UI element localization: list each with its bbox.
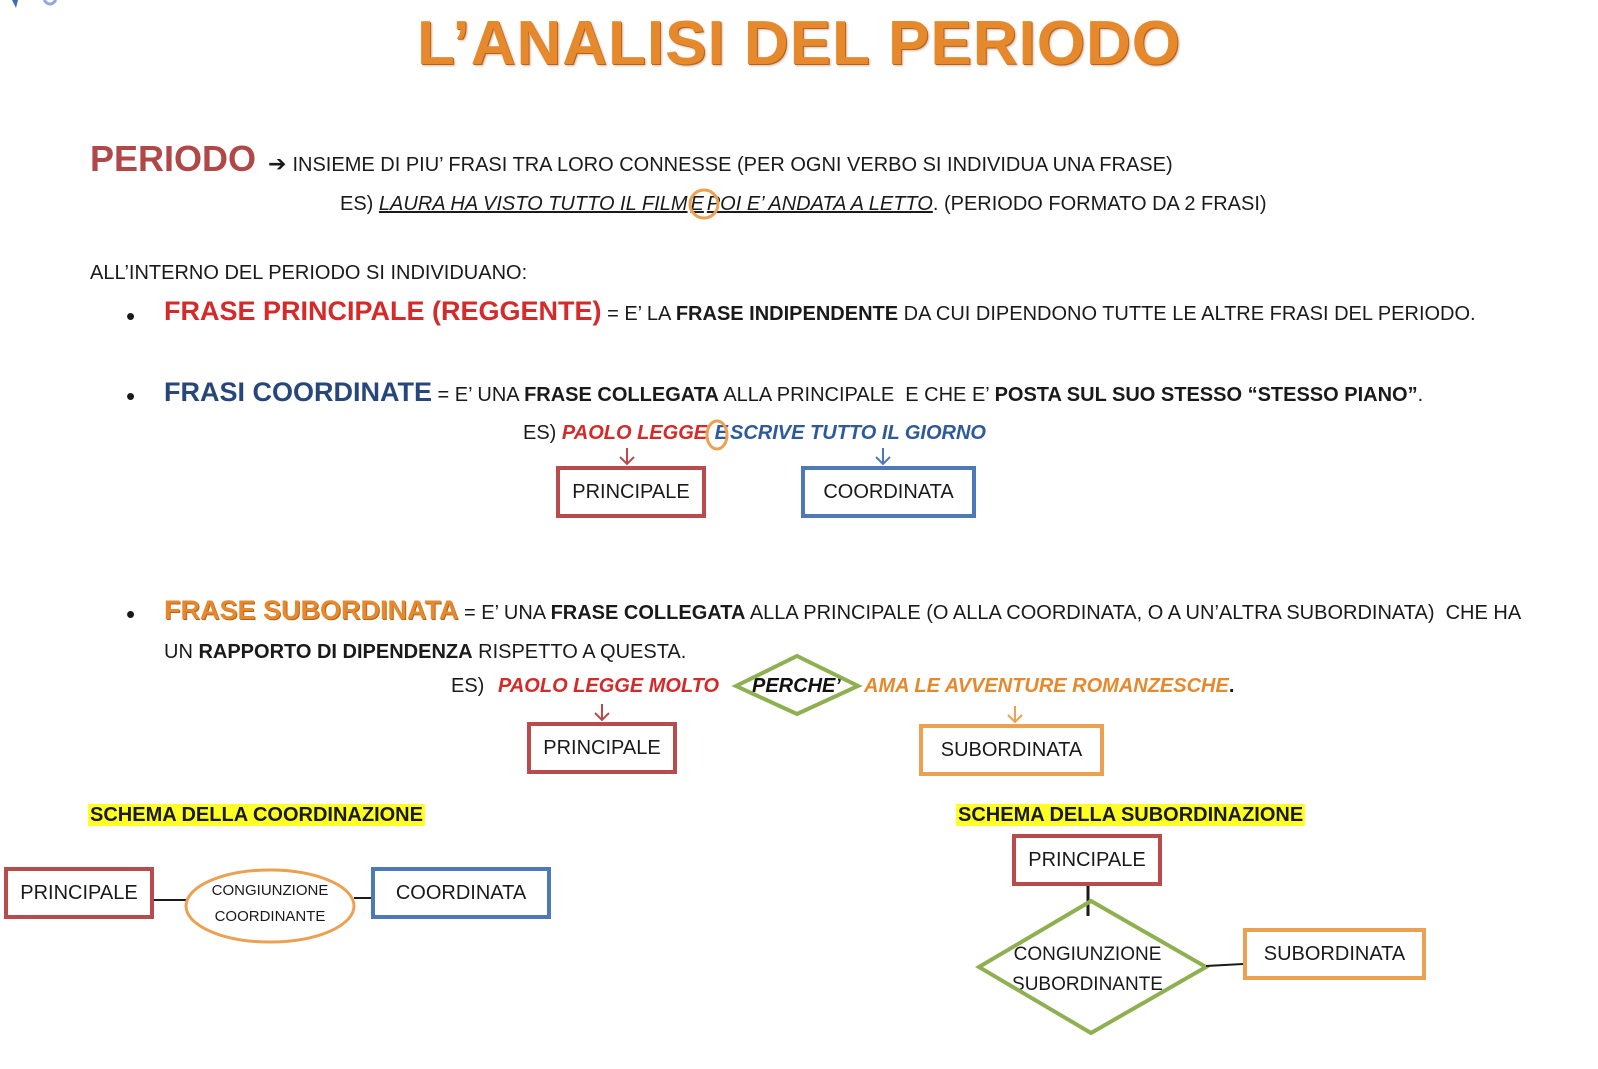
example-conjunction: PERCHE’ — [752, 675, 841, 697]
connector-line — [1206, 964, 1243, 966]
subordinata-text-2: ALLA PRINCIPALE (O ALLA COORDINATA, O A UN’ALTRA SUBORDINATA) CHE HA — [745, 602, 1522, 624]
page-title: L’ANALISI DEL PERIODO — [417, 9, 1181, 78]
bullet-icon: • — [126, 381, 136, 411]
periodo-definition-line — [90, 138, 1173, 180]
coordinate-text-2: ALLA PRINCIPALE E CHE E’ — [718, 384, 995, 406]
arrow-down-icon — [620, 448, 634, 464]
conj-coord-line2: COORDINANTE — [214, 908, 326, 925]
periodo-example — [340, 193, 1267, 216]
principale-box: PRINCIPALE — [527, 722, 677, 774]
principale-box: PRINCIPALE — [556, 466, 706, 518]
bullet-icon: • — [126, 301, 136, 331]
coordinate-text-1: = E’ UNA — [432, 384, 525, 406]
coordinate-example — [523, 422, 986, 445]
arrow-right-icon: ➔ — [268, 151, 287, 176]
example-note: . (PERIODO FORMATO DA 2 FRASI) — [932, 193, 1267, 215]
coordinate-text-3: . — [1417, 384, 1424, 406]
example-sentence-part1: LAURA HA VISTO TUTTO IL FILM — [378, 193, 688, 215]
example-coordinate-clause: SCRIVE TUTTO IL GIORNO — [730, 422, 986, 444]
example-principal-clause: PAOLO LEGGE MOLTO — [498, 675, 720, 697]
principale-term: FRASE PRINCIPALE (REGGENTE) — [164, 296, 602, 326]
subordinata-term: FRASE SUBORDINATA — [164, 595, 459, 625]
subordinata-example-prefix: ES) — [451, 675, 485, 697]
subordinata-text-1: = E’ UNA — [458, 602, 551, 624]
periodo-term: PERIODO — [90, 138, 257, 179]
schema-subordinazione-heading — [956, 804, 1305, 827]
subordinata-box: SUBORDINATA — [919, 724, 1104, 776]
schema-conj-coord-text — [186, 878, 354, 930]
example-subordinate-clause-line — [864, 675, 1234, 698]
principale-text-2: DA CUI DIPENDONO TUTTE LE ALTRE FRASI DEL PERIODO. — [898, 303, 1476, 325]
coordinate-bold-2: POSTA SUL SUO STESSO “STESSO PIANO” — [994, 384, 1418, 406]
example-prefix: ES) — [340, 193, 374, 215]
example-subordinate-clause: AMA LE AVVENTURE ROMANZESCHE — [864, 675, 1229, 697]
conj-coord-line1: CONGIUNZIONE — [211, 882, 329, 899]
schema-conj-sub-text — [1000, 940, 1175, 1000]
conj-sub-line1: CONGIUNZIONE — [1013, 944, 1162, 965]
intro-text: ALL’INTERNO DEL PERIODO SI INDIVIDUANO: — [90, 262, 528, 284]
principale-text-1: = E’ LA — [601, 303, 676, 325]
schema-subordinata-box: SUBORDINATA — [1243, 928, 1426, 980]
subordinata-definition-line2 — [164, 641, 686, 664]
example-end-punct: . — [1228, 675, 1235, 697]
conj-sub-line2: SUBORDINANTE — [1012, 974, 1163, 995]
coordinate-term: FRASI COORDINATE — [164, 377, 432, 407]
subordinata-bold-1: FRASE COLLEGATA — [550, 602, 746, 624]
example-principal-clause: PAOLO LEGGE — [561, 422, 708, 444]
schema-coordinazione-title: SCHEMA DELLA COORDINAZIONE — [90, 804, 423, 826]
coordinate-bold-1: FRASE COLLEGATA — [524, 384, 719, 406]
example-prefix: ES) — [523, 422, 557, 444]
bullet-icon: • — [126, 599, 136, 629]
example-conjunction: E — [690, 193, 704, 215]
schema-subordinazione-title: SCHEMA DELLA SUBORDINAZIONE — [958, 804, 1304, 826]
subordinata-text-4: RISPETTO A QUESTA. — [472, 641, 687, 663]
principale-bold-1: FRASE INDIPENDENTE — [675, 303, 899, 325]
example-sentence-part2: POI E’ ANDATA A LETTO — [706, 193, 933, 215]
arrow-down-icon — [595, 704, 609, 720]
arrow-down-icon — [1008, 706, 1022, 722]
subordinata-bold-2: RAPPORTO DI DIPENDENZA — [198, 641, 473, 663]
coordinata-box: COORDINATA — [801, 466, 976, 518]
principale-definition — [164, 296, 1476, 327]
periodo-definition: INSIEME DI PIU’ FRASI TRA LORO CONNESSE (PER OGNI VERBO SI INDIVIDUA UNA FRASE) — [292, 154, 1173, 176]
subordinata-definition — [164, 595, 1521, 626]
schema-principale-box: PRINCIPALE — [4, 867, 154, 919]
schema-principale-box: PRINCIPALE — [1012, 834, 1162, 886]
coordinate-definition — [164, 377, 1423, 408]
example-conjunction: E — [714, 422, 729, 444]
subordinata-text-3: UN — [164, 641, 199, 663]
schema-coordinazione-heading — [88, 804, 425, 827]
schema-coordinata-box: COORDINATA — [371, 867, 551, 919]
arrow-down-icon — [876, 448, 890, 464]
